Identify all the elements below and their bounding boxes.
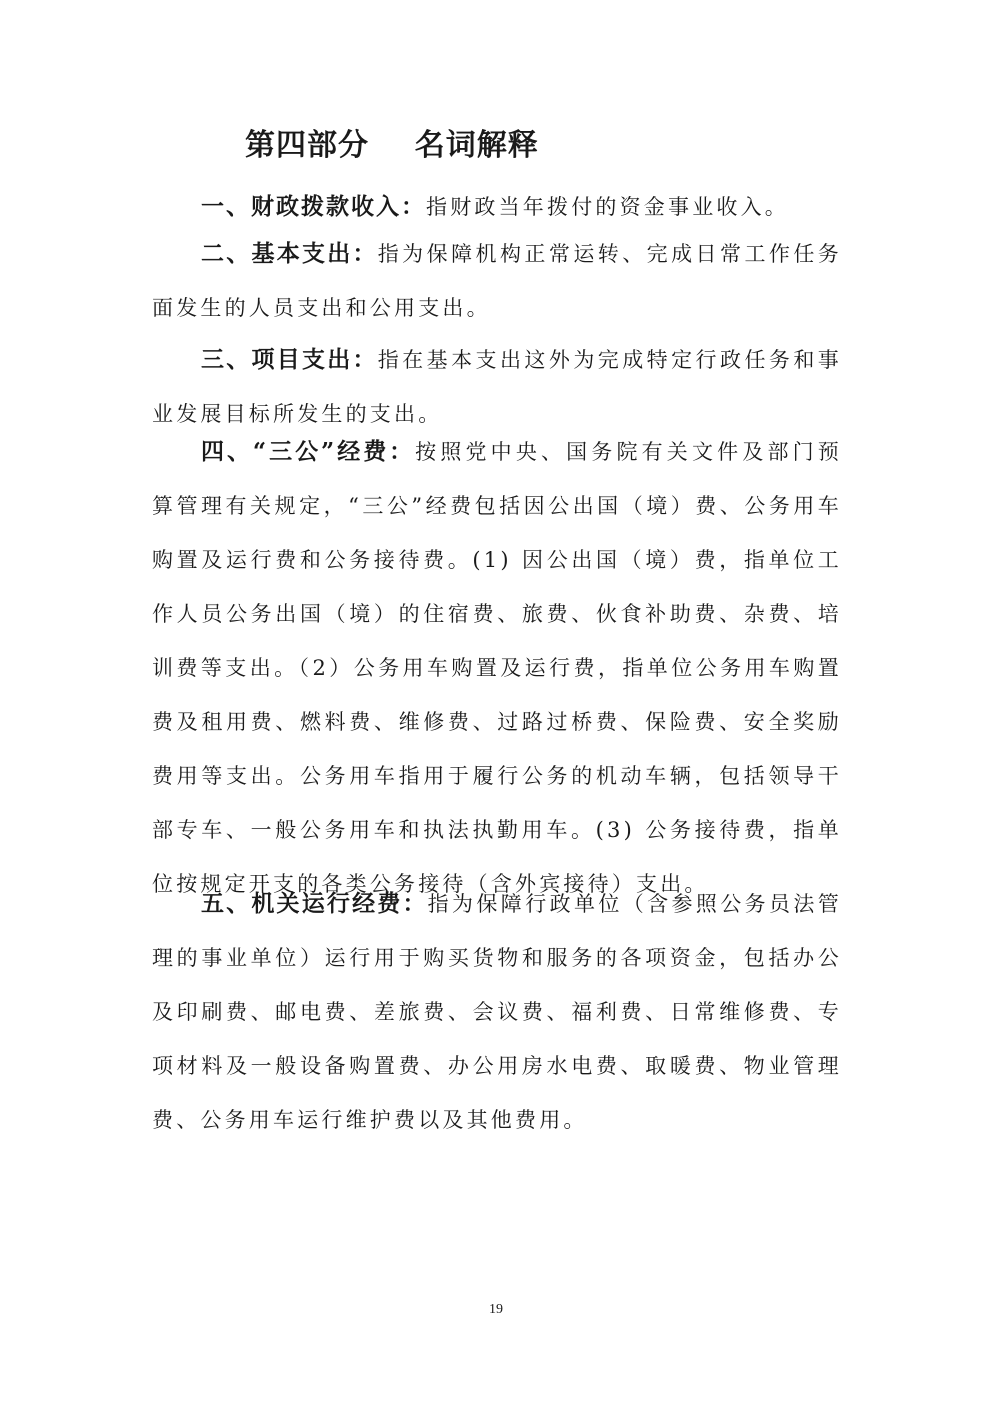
definition-text: 指在基本支出这外为完成特定行政任务和事业发展目标所发生的支出。 bbox=[152, 348, 842, 426]
definition-paragraph bbox=[152, 227, 842, 335]
definition-term: 五、机关运行经费： bbox=[201, 890, 428, 917]
definition-text: 指财政当年拨付的资金事业收入。 bbox=[426, 195, 789, 219]
definition-paragraph bbox=[152, 180, 842, 234]
definition-text: 指为保障行政单位（含参照公务员法管理的事业单位）运行用于购买货物和服务的各项资金，包括办公及印刷费、邮电费、差旅费、会议费、福利费、日常维修费、专项材料及一般设备购置费、办公用房水电费、取暖费、物业管理费、公务用车运行维护费以及其他费用。 bbox=[152, 892, 842, 1132]
page-number: 19 bbox=[489, 1302, 503, 1317]
definition-text: 按照党中央、国务院有关文件及部门预算管理有关规定，“三公”经费包括因公出国（境）费、公务用车购置及运行费和公务接待费。(1) 因公出国（境）费，指单位工作人员公务出国（境）的住宿费、旅费、伙食补助费、杂费、培训费等支出。（2）公务用车购置及运行费，指单位公务用车购置费及租用费、燃料费、维修费、过路过桥费、保险费、安全奖励费用等支出。公务用车指用于履行公务的机动车辆，包括领导干部专车、一般公务用车和执法执勤用车。(3) 公务接待费，指单位按规定开支的各类公务接待（含外宾接待）支出。 bbox=[152, 440, 842, 896]
section-title: 第四部分 名词解释 bbox=[245, 128, 539, 163]
definition-term: 二、基本支出： bbox=[201, 240, 378, 267]
definition-text: 指为保障机构正常运转、完成日常工作任务面发生的人员支出和公用支出。 bbox=[152, 242, 842, 320]
definition-term: 三、项目支出： bbox=[201, 346, 378, 373]
definition-term: 四、“三公”经费： bbox=[201, 438, 416, 465]
definition-paragraph bbox=[152, 425, 842, 911]
definition-paragraph bbox=[152, 877, 842, 1147]
definition-term: 一、财政拨款收入： bbox=[201, 193, 426, 220]
